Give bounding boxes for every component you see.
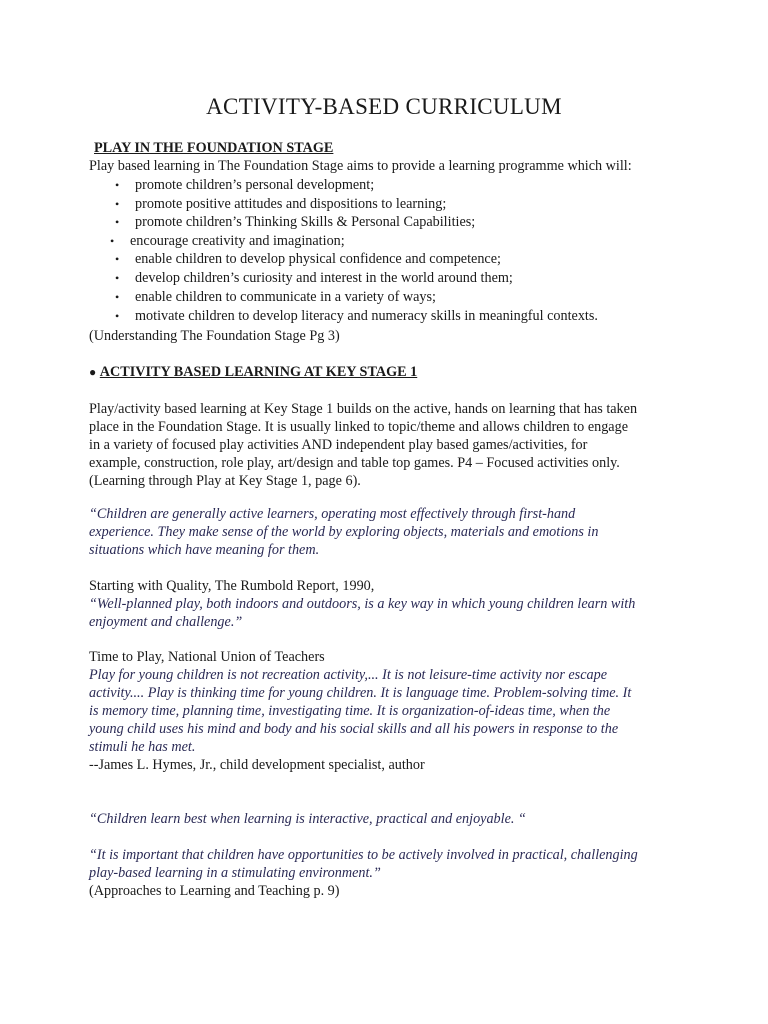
quote-line: situations which have meaning for them.: [89, 542, 320, 558]
hymes-attribution: --James L. Hymes, Jr., child development specialist, author: [89, 757, 425, 773]
bullet-dot: ●: [89, 365, 97, 379]
final-source: (Approaches to Learning and Teaching p. 9): [89, 883, 340, 899]
rumbold-source: Starting with Quality, The Rumbold Report, 1990,: [89, 578, 375, 594]
quote-line: is memory time, planning time, investigating time. It is organization-of-ideas time, when the: [89, 703, 611, 719]
bullet-dot: •: [115, 290, 120, 304]
paragraph-line: (Learning through Play at Key Stage 1, page 6).: [89, 473, 361, 489]
list-item: promote children’s Thinking Skills & Personal Capabilities;: [135, 214, 476, 230]
foundation-source: (Understanding The Foundation Stage Pg 3): [89, 328, 340, 344]
list-item: encourage creativity and imagination;: [130, 233, 345, 249]
bullet-dot: •: [115, 215, 120, 229]
bullet-dot: •: [115, 178, 120, 192]
section-heading-key-stage-1: ACTIVITY BASED LEARNING AT KEY STAGE 1: [99, 364, 418, 380]
quote-line: experience. They make sense of the world by exploring objects, materials and emotions in: [89, 524, 599, 540]
quote-line: activity.... Play is thinking time for young children. It is language time. Problem-solving time. It: [89, 685, 632, 701]
list-item: enable children to develop physical confidence and competence;: [135, 251, 501, 267]
paragraph-line: in a variety of focused play activities AND independent play based games/activities, for: [89, 437, 588, 453]
bullet-dot: •: [115, 271, 120, 285]
list-item: motivate children to develop literacy and numeracy skills in meaningful contexts.: [135, 308, 598, 324]
quote-line: “It is important that children have opportunities to be actively involved in practical, challenging: [89, 847, 638, 863]
list-item: develop children’s curiosity and interest in the world around them;: [135, 270, 513, 286]
quote-line: young child uses his mind and body and his social skills and all his powers in response to the: [89, 721, 619, 737]
foundation-intro: Play based learning in The Foundation Stage aims to provide a learning programme which will:: [89, 158, 632, 174]
nut-source: Time to Play, National Union of Teachers: [89, 649, 325, 665]
section-heading-foundation-stage: PLAY IN THE FOUNDATION STAGE: [94, 140, 334, 156]
quote-line: “Well-planned play, both indoors and outdoors, is a key way in which young children learn with: [89, 596, 636, 612]
list-item: promote positive attitudes and dispositions to learning;: [135, 196, 447, 212]
quote-line: Play for young children is not recreation activity,... It is not leisure-time activity nor escape: [89, 667, 607, 683]
bullet-dot: •: [115, 309, 120, 323]
bullet-dot: •: [110, 234, 115, 248]
paragraph-line: place in the Foundation Stage. It is usually linked to topic/theme and allows children to engage: [89, 419, 629, 435]
quote-learn-best: “Children learn best when learning is interactive, practical and enjoyable. “: [89, 811, 526, 827]
document-title: ACTIVITY-BASED CURRICULUM: [206, 94, 562, 119]
quote-line: “Children are generally active learners, operating most effectively through first-hand: [89, 506, 576, 522]
paragraph-line: Play/activity based learning at Key Stage 1 builds on the active, hands on learning that has taken: [89, 401, 638, 417]
quote-line: stimuli he has met.: [89, 739, 196, 755]
list-item: enable children to communicate in a variety of ways;: [135, 289, 436, 305]
quote-line: enjoyment and challenge.”: [89, 614, 243, 630]
bullet-dot: •: [115, 197, 120, 211]
paragraph-line: example, construction, role play, art/design and table top games. P4 – Focused activities only.: [89, 455, 620, 471]
quote-line: play-based learning in a stimulating environment.”: [89, 865, 381, 881]
bullet-dot: •: [115, 252, 120, 266]
list-item: promote children’s personal development;: [135, 177, 375, 193]
section-heading-key-stage-1-row: [89, 363, 689, 381]
